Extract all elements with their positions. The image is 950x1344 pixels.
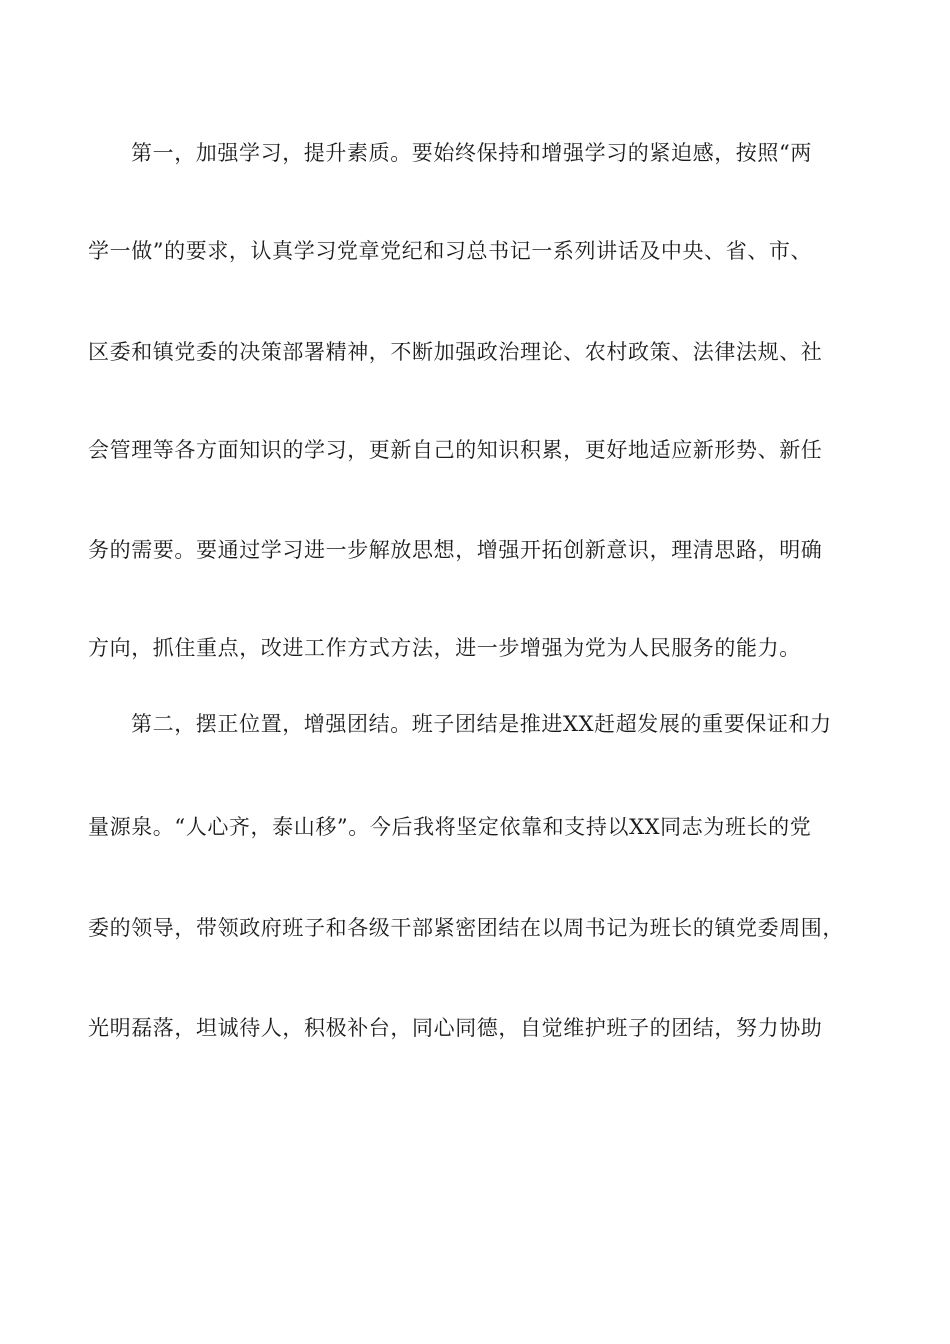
paragraph-line: 光明磊落，坦诚待人，积极补台，同心同德，自觉维护班子的团结，努力协助 bbox=[88, 1016, 823, 1040]
paragraph-line: 第二，摆正位置，增强团结。班子团结是推进XX赶超发展的重要保证和力 bbox=[131, 712, 832, 736]
paragraph-line: 方向，抓住重点，改进工作方式方法，进一步增强为党为人民服务的能力。 bbox=[88, 636, 801, 660]
paragraph-line: 量源泉。“人心齐，泰山移”。今后我将坚定依靠和支持以XX同志为班长的党 bbox=[88, 815, 812, 839]
paragraph-line: 区委和镇党委的决策部署精神，不断加强政治理论、农村政策、法律法规、社 bbox=[88, 340, 823, 364]
paragraph-line: 第一，加强学习，提升素质。要始终保持和增强学习的紧迫感，按照“两 bbox=[131, 141, 812, 165]
paragraph-line: 务的需要。要通过学习进一步解放思想，增强开拓创新意识，理清思路，明确 bbox=[88, 538, 823, 562]
paragraph-line: 委的领导，带领政府班子和各级干部紧密团结在以周书记为班长的镇党委周围， bbox=[88, 916, 844, 940]
paragraph-line: 会管理等各方面知识的学习，更新自己的知识积累，更好地适应新形势、新任 bbox=[88, 438, 823, 462]
paragraph-line: 学一做”的要求，认真学习党章党纪和习总书记一系列讲话及中央、省、市、 bbox=[88, 239, 813, 263]
